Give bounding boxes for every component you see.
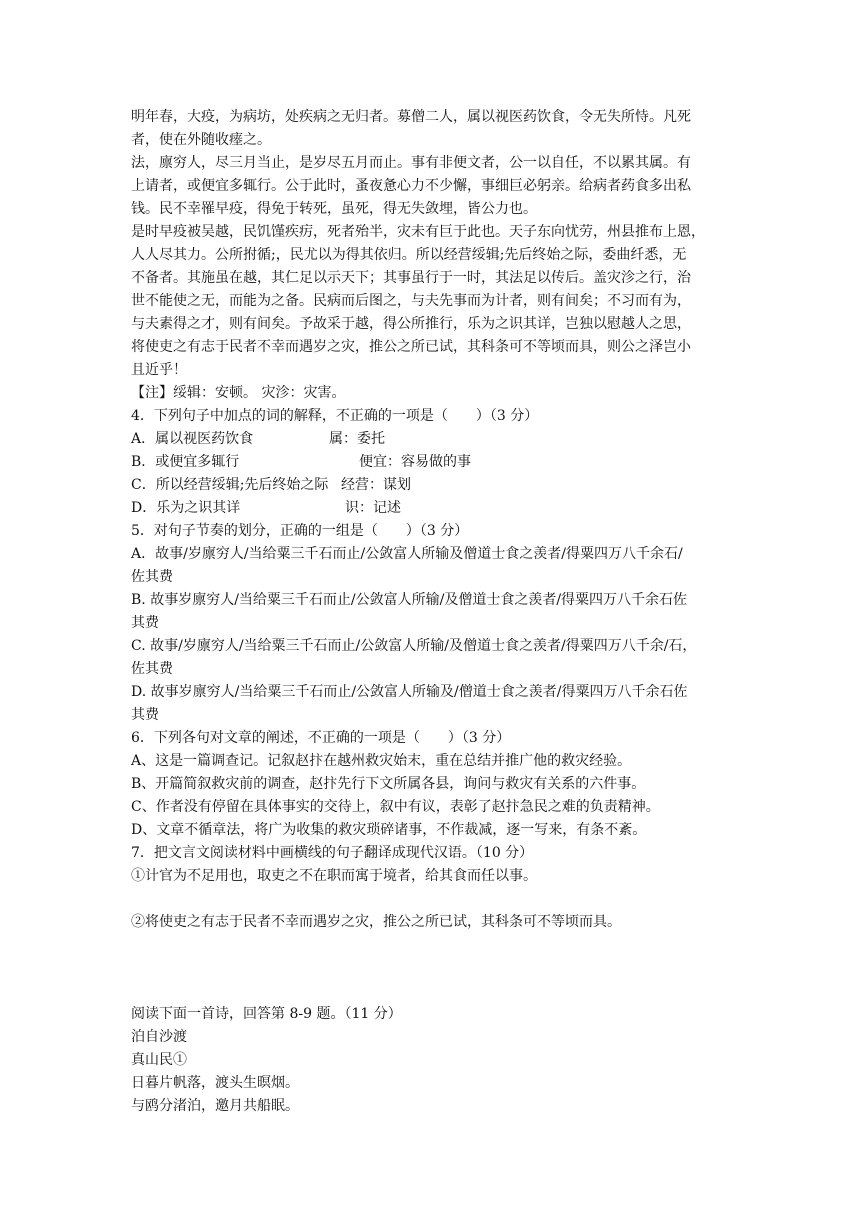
passage-line: 世不能使之无，而能为之备。民病而后图之，与夫先事而为计者，则有间矣；不习而有为， (131, 293, 691, 309)
passage-line: 与夫素得之才，则有间矣。予故采于越，得公所推行，乐为之识其详，岂独以慰越人之思， (131, 316, 691, 332)
question-5-option-a-line2: 佐其费 (131, 569, 173, 585)
question-5-option-c-line1: C. 故事/岁廪穷人/当给粟三千石而止/公敛富人所输/及僧道士食之羡者/得粟四万八千余/石， (131, 638, 697, 654)
option-gloss: 便宜：容易做的事 (359, 454, 471, 470)
question-5-option-b-line1: B. 故事岁廪穷人/当给粟三千石而止/公敛富人所输/及僧道士食之羡者/得粟四万八千余石佐 (131, 592, 688, 608)
option-gloss: 经营：谋划 (341, 477, 411, 493)
poem-section-intro: 阅读下面一首诗，回答第 8-9 题。（11 分） (131, 1006, 402, 1022)
poem-title: 泊自沙渡 (131, 1029, 187, 1045)
question-5-option-a-line1: A．故事/岁廪穷人/当给粟三千石而止/公敛富人所输及僧道士食之羡者/得粟四万八千余石/ (131, 546, 683, 562)
passage-line: 不备者。其施虽在越，其仁足以示天下；其事虽行于一时，其法足以传后。盖灾沴之行，治 (131, 270, 691, 286)
passage-line: 上请者，或便宜多辄行。公于此时，蚤夜惫心力不少懈，事细巨必躬亲。给病者药食多出私 (131, 178, 691, 194)
poem-line: 日暮片帆落，渡头生暝烟。 (131, 1075, 299, 1091)
question-4-option-d (131, 497, 731, 520)
poem-line: 与鸥分渚泊，邀月共船眠。 (131, 1098, 299, 1114)
option-text: B．或便宜多辄行 (131, 454, 240, 470)
question-6-option-a: A、这是一篇调查记。记叙赵抃在越州救灾始末，重在总结并推广他的救灾经验。 (131, 753, 632, 769)
question-5-option-d-line1: D. 故事岁廪穷人/当给粟三千石而止/公敛富人所输及/僧道士食之羡者/得粟四万八千余石佐 (131, 684, 688, 700)
question-4-stem: 4．下列句子中加点的词的解释，不正确的一项是（ ）（3 分） (131, 408, 539, 424)
passage-line: 是时早疫被吴越，民饥馑疾疠，死者殆半，灾未有巨于此也。天子东向忧劳，州县推布上恩， (131, 224, 705, 240)
option-text: A．属以视医药饮食 (131, 431, 254, 447)
question-4-option-a (131, 428, 731, 451)
question-5-option-d-line2: 其费 (131, 707, 159, 723)
passage-line: 且近乎！ (131, 362, 187, 378)
option-gloss: 识：记述 (345, 500, 401, 516)
question-7-item-1: ①计官为不足用也，取吏之不在职而寓于境者，给其食而任以事。 (131, 868, 537, 884)
option-text: C．所以经营绥辑;先后终始之际 (131, 477, 329, 493)
question-6-stem: 6．下列各句对文章的阐述，不正确的一项是（ ）（3 分） (131, 730, 511, 746)
passage-line: 将使吏之有志于民者不幸而遇岁之灾，推公之所已试，其科条可不等顷而具，则公之泽岂小 (131, 339, 691, 355)
question-7-item-2: ②将使吏之有志于民者不幸而遇岁之灾，推公之所已试，其科条可不等顷而具。 (131, 914, 621, 930)
annotation-note: 【注】绥辑：安顿。 灾沴：灾害。 (131, 385, 346, 401)
passage-line: 法，廪穷人，尽三月当止，是岁尽五月而止。事有非便文者，公一以自任，不以累其属。有 (131, 155, 691, 171)
question-5-option-b-line2: 其费 (131, 615, 159, 631)
question-5-option-c-line2: 佐其费 (131, 661, 173, 677)
question-7-stem: 7．把文言文阅读材料中画横线的句子翻译成现代汉语。（10 分） (131, 845, 534, 861)
passage-line: 人人尽其力。公所拊循;，民尤以为得其依归。所以经营绥辑;先后终始之际，委曲纤悉，无 (131, 247, 687, 263)
question-6-option-b: B、开篇简叙救灾前的调查，赵抃先行下文所属各县，询问与救灾有关系的六件事。 (131, 776, 646, 792)
question-5-stem: 5．对句子节奏的划分，正确的一组是（ ）（3 分） (131, 523, 469, 539)
poem-author: 真山民① (131, 1052, 187, 1068)
passage-line: 钱。民不幸罹早疫，得免于转死，虽死，得无失敛埋，皆公力也。 (131, 201, 537, 217)
question-6-option-c: C、作者没有停留在具体事实的交待上，叙中有议，表彰了赵抃急民之难的负责精神。 (131, 799, 660, 815)
option-text: D．乐为之识其详 (131, 500, 241, 516)
passage-line: 明年春，大疫，为病坊，处疾病之无归者。募僧二人，属以视医药饮食，令无失所恃。凡死 (131, 109, 691, 125)
question-4-option-c (131, 474, 731, 497)
option-gloss: 属：委托 (329, 431, 385, 447)
passage-line: 者，使在外随收瘗之。 (131, 132, 271, 148)
question-6-option-d: D、文章不循章法，将广为收集的救灾琐碎诸事，不作裁减，逐一写来，有条不紊。 (131, 822, 647, 838)
question-4-option-b (131, 451, 731, 474)
